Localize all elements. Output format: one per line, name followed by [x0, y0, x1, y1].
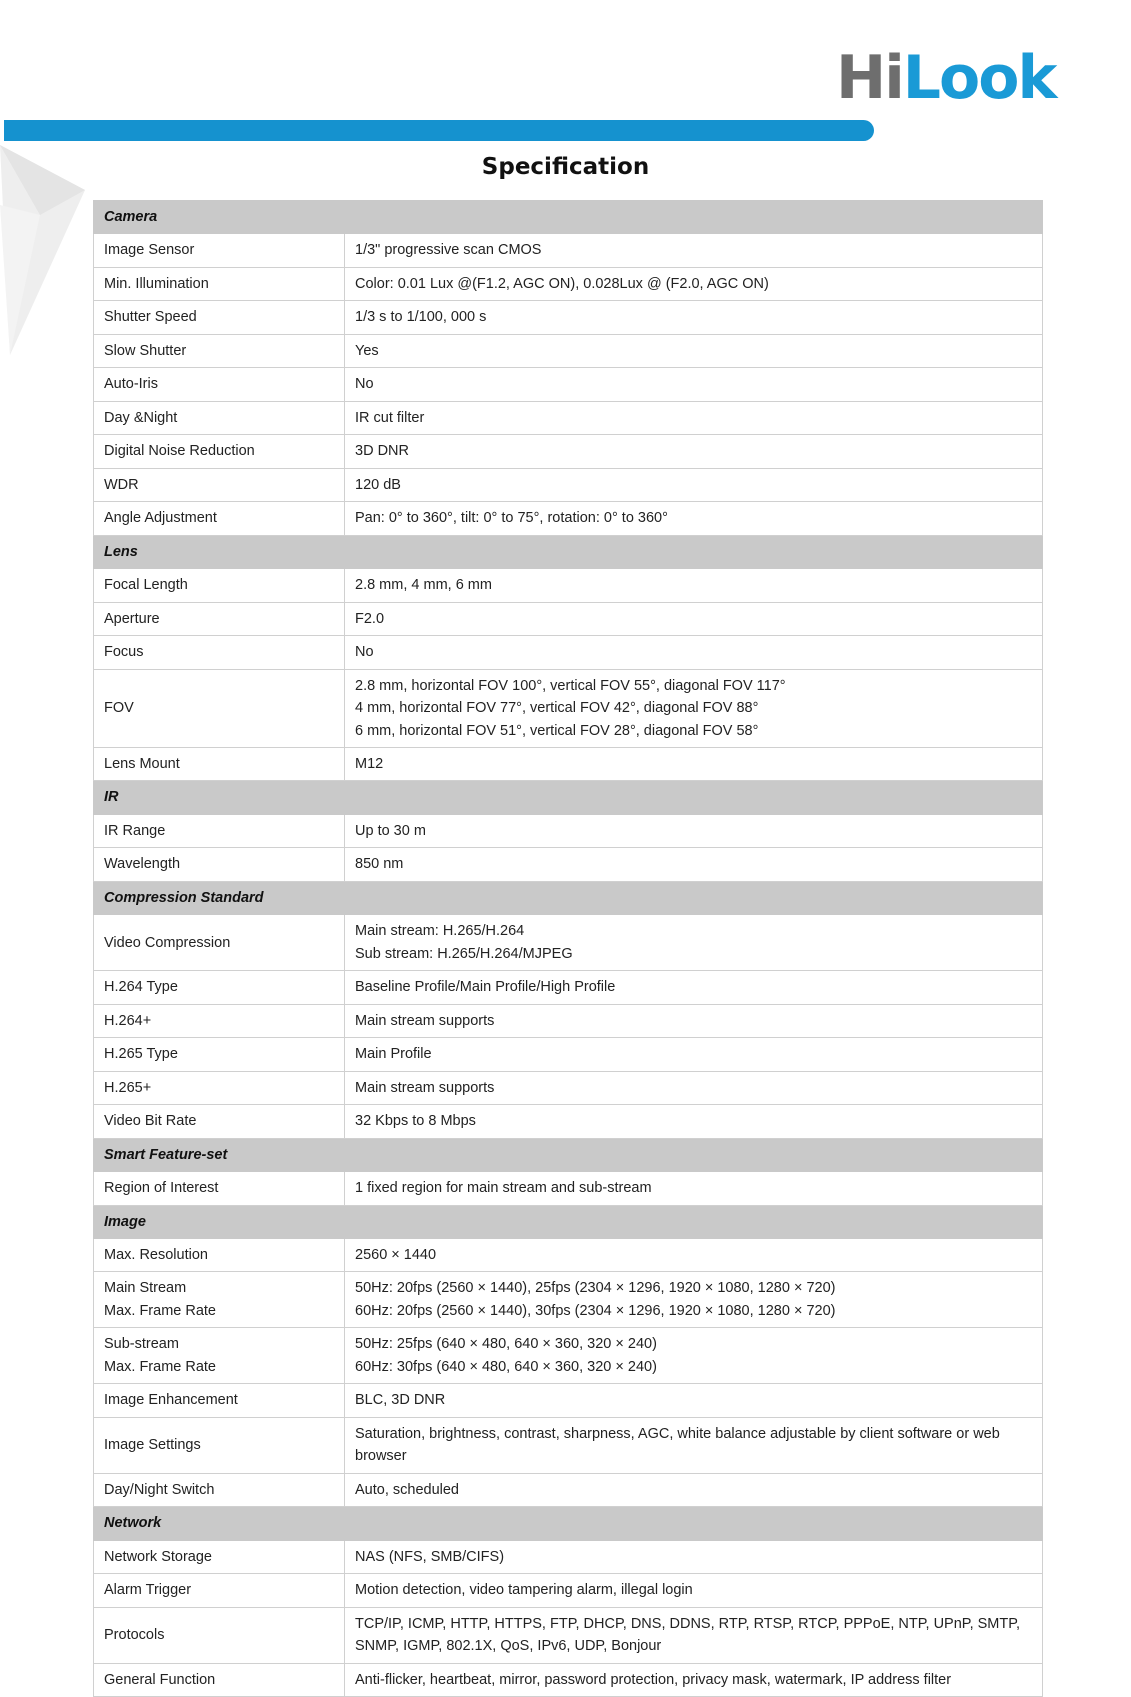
spec-value-line: Anti-flicker, heartbeat, mirror, password protection, privacy mask, watermark, IP address filter — [355, 1671, 952, 1688]
spec-label-line: H.264 Type — [104, 979, 178, 996]
spec-value-line: M12 — [355, 755, 384, 772]
spec-label-line: Lens Mount — [104, 755, 180, 772]
spec-value — [345, 368, 1043, 401]
table-row — [94, 368, 1043, 401]
spec-value — [345, 301, 1043, 334]
spec-label-line: IR Range — [104, 822, 166, 839]
table-row — [94, 814, 1043, 847]
spec-value — [345, 915, 1043, 971]
spec-value — [345, 1384, 1043, 1417]
spec-value — [345, 1417, 1043, 1473]
table-row — [94, 569, 1043, 602]
spec-label-line: Alarm Trigger — [104, 1582, 192, 1599]
spec-label — [94, 267, 345, 300]
spec-label-line: Video Compression — [104, 934, 231, 951]
table-row — [94, 1272, 1043, 1328]
spec-value-line: 50Hz: 20fps (2560 × 1440), 25fps (2304 × 1296, 1920 × 1080, 1280 × 720) — [355, 1280, 836, 1297]
table-row — [94, 301, 1043, 334]
spec-label — [94, 569, 345, 602]
section-title: Compression Standard — [94, 881, 1043, 914]
spec-label — [94, 334, 345, 367]
spec-label — [94, 401, 345, 434]
spec-value-line: 50Hz: 25fps (640 × 480, 640 × 360, 320 × 240) — [355, 1336, 657, 1353]
spec-label — [94, 1417, 345, 1473]
header-blue-bar — [4, 120, 874, 141]
table-row — [94, 1172, 1043, 1205]
table-row — [94, 1540, 1043, 1573]
spec-value — [345, 334, 1043, 367]
table-row — [94, 915, 1043, 971]
spec-label — [94, 814, 345, 847]
section-header — [94, 781, 1043, 814]
spec-label-line: H.265+ — [104, 1079, 152, 1096]
spec-label — [94, 1272, 345, 1328]
spec-label — [94, 502, 345, 535]
spec-value — [345, 814, 1043, 847]
spec-value — [345, 1473, 1043, 1506]
spec-value-line: 6 mm, horizontal FOV 51°, vertical FOV 28°, diagonal FOV 58° — [355, 722, 759, 739]
section-header — [94, 1138, 1043, 1171]
spec-value-line: Yes — [355, 342, 379, 359]
section-header — [94, 1205, 1043, 1238]
spec-value-line: 60Hz: 30fps (640 × 480, 640 × 360, 320 × 240) — [355, 1358, 657, 1375]
spec-label-line: General Function — [104, 1671, 216, 1688]
spec-label — [94, 234, 345, 267]
spec-value-line: 1/3" progressive scan CMOS — [355, 242, 542, 259]
spec-value — [345, 1172, 1043, 1205]
spec-value-line: Auto, scheduled — [355, 1481, 459, 1498]
spec-value — [345, 1071, 1043, 1104]
section-header — [94, 535, 1043, 568]
spec-label — [94, 435, 345, 468]
spec-value — [345, 1239, 1043, 1272]
logo-hi: Hi — [836, 43, 903, 113]
spec-label-line: Max. Frame Rate — [104, 1302, 216, 1319]
table-row — [94, 1574, 1043, 1607]
spec-label — [94, 368, 345, 401]
spec-label-line: Digital Noise Reduction — [104, 443, 255, 460]
section-title: Smart Feature-set — [94, 1138, 1043, 1171]
table-row — [94, 1473, 1043, 1506]
spec-label-line: Video Bit Rate — [104, 1113, 197, 1130]
spec-table — [93, 200, 1043, 1697]
spec-label-line: Image Sensor — [104, 242, 195, 259]
spec-label-line: Focal Length — [104, 577, 188, 594]
table-row — [94, 502, 1043, 535]
spec-label — [94, 1071, 345, 1104]
spec-label-line: Sub-stream — [104, 1336, 179, 1353]
spec-label — [94, 1663, 345, 1696]
spec-value — [345, 1272, 1043, 1328]
spec-label — [94, 848, 345, 881]
table-row — [94, 435, 1043, 468]
spec-value-line: 2.8 mm, 4 mm, 6 mm — [355, 577, 492, 594]
spec-label-line: Image Settings — [104, 1437, 201, 1454]
table-row — [94, 1328, 1043, 1384]
spec-value-line: IR cut filter — [355, 409, 425, 426]
section-title: Camera — [94, 201, 1043, 234]
spec-value — [345, 602, 1043, 635]
table-row — [94, 468, 1043, 501]
spec-value-line: Main stream: H.265/H.264 — [355, 923, 525, 940]
spec-value-line: 850 nm — [355, 856, 404, 873]
spec-value — [345, 502, 1043, 535]
table-row — [94, 1038, 1043, 1071]
spec-label — [94, 1038, 345, 1071]
section-header — [94, 201, 1043, 234]
table-row — [94, 334, 1043, 367]
spec-label-line: Wavelength — [104, 856, 181, 873]
spec-value-line: Main stream supports — [355, 1079, 495, 1096]
spec-value-line: Sub stream: H.265/H.264/MJPEG — [355, 945, 573, 962]
spec-label-line: Auto-Iris — [104, 376, 158, 393]
spec-value — [345, 1038, 1043, 1071]
logo-look: Look — [902, 43, 1056, 113]
spec-label-line: Focus — [104, 644, 144, 661]
hilook-logo — [836, 43, 1056, 113]
table-row — [94, 971, 1043, 1004]
section-header — [94, 1507, 1043, 1540]
spec-value-line: No — [355, 376, 374, 393]
spec-label-line: Shutter Speed — [104, 309, 197, 326]
section-title: Image — [94, 1205, 1043, 1238]
spec-value — [345, 1607, 1043, 1663]
spec-label-line: Image Enhancement — [104, 1392, 238, 1409]
spec-value — [345, 971, 1043, 1004]
spec-value-line: 32 Kbps to 8 Mbps — [355, 1113, 476, 1130]
spec-value — [345, 747, 1043, 780]
spec-label — [94, 1384, 345, 1417]
spec-value — [345, 1004, 1043, 1037]
spec-value — [345, 267, 1043, 300]
spec-label-line: H.265 Type — [104, 1046, 178, 1063]
spec-value-line: BLC, 3D DNR — [355, 1392, 446, 1409]
spec-value-line: 3D DNR — [355, 443, 409, 460]
spec-label-line: Slow Shutter — [104, 342, 187, 359]
spec-value-line: Baseline Profile/Main Profile/High Profile — [355, 979, 616, 996]
spec-value-line: 4 mm, horizontal FOV 77°, vertical FOV 42°, diagonal FOV 88° — [355, 700, 759, 717]
spec-label — [94, 1574, 345, 1607]
spec-label — [94, 1540, 345, 1573]
spec-value — [345, 401, 1043, 434]
spec-value — [345, 1105, 1043, 1138]
table-row — [94, 747, 1043, 780]
spec-value-line: TCP/IP, ICMP, HTTP, HTTPS, FTP, DHCP, DNS, DDNS, RTP, RTSP, RTCP, PPPoE, NTP, UPnP, SMTP, SNMP, IGMP, 802.1X, QoS, IPv6, UDP, Bonjour — [355, 1615, 1021, 1655]
spec-label-line: FOV — [104, 700, 134, 717]
spec-label — [94, 1172, 345, 1205]
spec-label — [94, 669, 345, 747]
spec-value — [345, 1663, 1043, 1696]
spec-label-line: WDR — [104, 476, 139, 493]
table-row — [94, 848, 1043, 881]
spec-label-line: H.264+ — [104, 1012, 152, 1029]
spec-value — [345, 636, 1043, 669]
spec-label-line: Protocols — [104, 1626, 165, 1643]
section-title: IR — [94, 781, 1043, 814]
spec-value — [345, 1328, 1043, 1384]
section-header — [94, 881, 1043, 914]
spec-value-line: No — [355, 644, 374, 661]
spec-label — [94, 301, 345, 334]
table-row — [94, 1004, 1043, 1037]
spec-value-line: Main stream supports — [355, 1012, 495, 1029]
spec-label-line: Network Storage — [104, 1548, 212, 1565]
spec-value — [345, 569, 1043, 602]
table-row — [94, 669, 1043, 747]
spec-label — [94, 915, 345, 971]
page-title: Specification — [481, 154, 650, 180]
spec-label-line: Angle Adjustment — [104, 510, 217, 527]
spec-label — [94, 1328, 345, 1384]
spec-value-line: 2.8 mm, horizontal FOV 100°, vertical FOV 55°, diagonal FOV 117° — [355, 677, 786, 694]
spec-label-line: Day &Night — [104, 409, 178, 426]
spec-value-line: NAS (NFS, SMB/CIFS) — [355, 1548, 505, 1565]
table-row — [94, 1384, 1043, 1417]
spec-label — [94, 1607, 345, 1663]
table-row — [94, 267, 1043, 300]
table-row — [94, 401, 1043, 434]
spec-label — [94, 636, 345, 669]
spec-label — [94, 1473, 345, 1506]
spec-label-line: Day/Night Switch — [104, 1481, 215, 1498]
spec-label-line: Region of Interest — [104, 1180, 219, 1197]
spec-value-line: Saturation, brightness, contrast, sharpness, AGC, white balance adjustable by client software or web browser — [355, 1425, 1000, 1465]
table-row — [94, 1105, 1043, 1138]
spec-value-line: Main Profile — [355, 1046, 432, 1063]
table-row — [94, 234, 1043, 267]
spec-value-line: Color: 0.01 Lux @(F1.2, AGC ON), 0.028Lux @ (F2.0, AGC ON) — [355, 275, 769, 292]
spec-value — [345, 234, 1043, 267]
spec-value-line: 60Hz: 20fps (2560 × 1440), 30fps (2304 × 1296, 1920 × 1080, 1280 × 720) — [355, 1302, 836, 1319]
spec-value-line: Up to 30 m — [355, 822, 426, 839]
spec-value-line: 1/3 s to 1/100, 000 s — [355, 309, 487, 326]
table-row — [94, 1239, 1043, 1272]
spec-value — [345, 1540, 1043, 1573]
section-title: Lens — [94, 535, 1043, 568]
table-row — [94, 636, 1043, 669]
spec-value — [345, 1574, 1043, 1607]
spec-value-line: 1 fixed region for main stream and sub-stream — [355, 1180, 652, 1197]
spec-value-line: Motion detection, video tampering alarm, illegal login — [355, 1582, 693, 1599]
spec-label — [94, 468, 345, 501]
table-row — [94, 1607, 1043, 1663]
table-row — [94, 1663, 1043, 1696]
spec-value — [345, 848, 1043, 881]
spec-label-line: Max. Resolution — [104, 1247, 208, 1263]
spec-label-line: Main Stream — [104, 1280, 187, 1297]
spec-value — [345, 468, 1043, 501]
spec-value — [345, 669, 1043, 747]
section-title: Network — [94, 1507, 1043, 1540]
spec-label — [94, 1004, 345, 1037]
spec-label — [94, 1239, 345, 1272]
table-row — [94, 1071, 1043, 1104]
spec-value-line: Pan: 0° to 360°, tilt: 0° to 75°, rotation: 0° to 360° — [355, 510, 668, 527]
spec-label-line: Min. Illumination — [104, 275, 209, 292]
table-row — [94, 602, 1043, 635]
spec-label — [94, 971, 345, 1004]
spec-value-line: F2.0 — [355, 610, 385, 627]
spec-label — [94, 747, 345, 780]
spec-value-line: 2560 × 1440 — [355, 1247, 437, 1263]
spec-value-line: 120 dB — [355, 476, 401, 493]
spec-label — [94, 1105, 345, 1138]
table-row — [94, 1417, 1043, 1473]
spec-value — [345, 435, 1043, 468]
spec-label-line: Aperture — [104, 610, 160, 627]
spec-label — [94, 602, 345, 635]
spec-label-line: Max. Frame Rate — [104, 1358, 216, 1375]
